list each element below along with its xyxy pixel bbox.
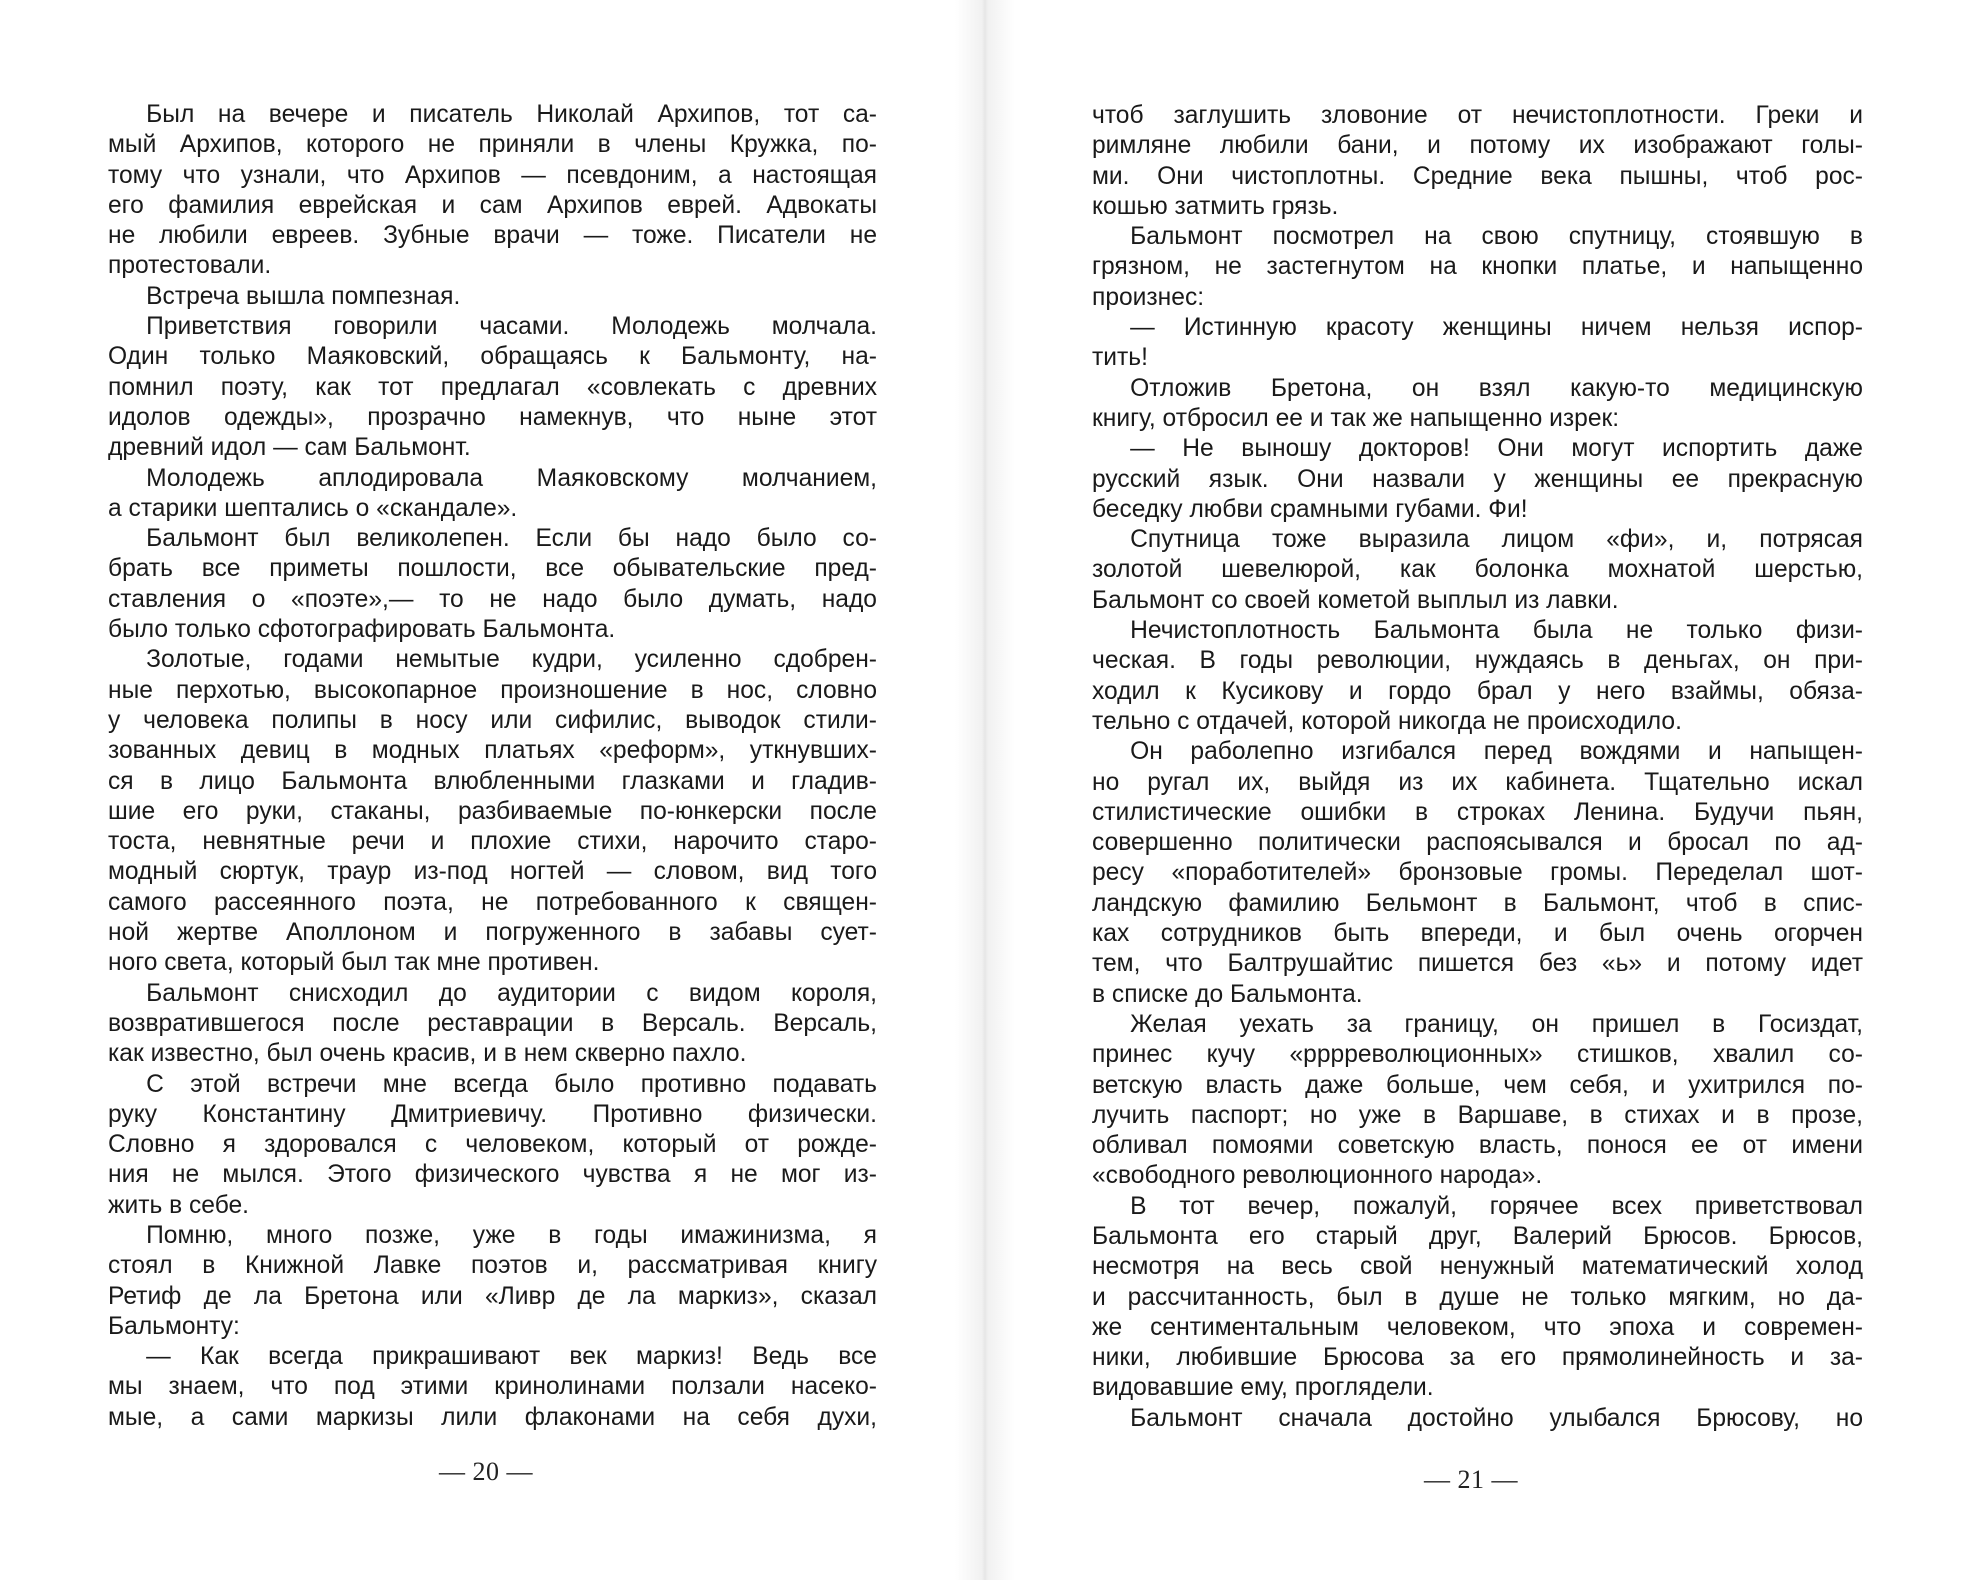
text-line: Один только Маяковский, обращаясь к Бальмонту, на- [108,343,877,371]
right-page-number: — 21 — [1424,1465,1518,1494]
text-line: ках сотрудников быть впереди, и был очень огорчен [1092,920,1863,948]
text-line: Он раболепно изгибался перед вождями и напыщен- [1130,738,1863,766]
text-line: беседку любви срамными губами. Фи! [1092,495,1528,523]
text-line: ставления о «поэте»,— то не надо было думать, надо [108,585,877,613]
text-line: золотой шевелюрой, как болонка мохнатой шерстью, [1092,556,1863,584]
text-line: Желая уехать за границу, он пришел в Госиздат, [1130,1010,1863,1038]
text-line: ходил к Кусикову и гордо брал у него взаймы, обяза- [1092,677,1863,705]
text-line: видовавшие ему, проглядели. [1092,1374,1434,1402]
text-line: как известно, был очень красив, и в нем скверно пахло. [108,1040,747,1068]
text-line: русский язык. Они назвали у женщины ее прекрасную [1092,465,1863,493]
text-line: его фамилия еврейская и сам Архипов еврей. Адвокаты [108,191,877,219]
text-line: Отложив Бретона, он взял какую-то медицинскую [1130,374,1863,402]
text-line: обливал помоями советскую власть, понося ее от имени [1092,1132,1863,1160]
text-line: ландскую фамилию Бельмонт в Бальмонт, чтоб в спис- [1092,889,1863,917]
right-page-text [1092,101,1863,1434]
text-line: С этой встречи мне всегда было противно подавать [146,1070,877,1098]
text-line: кошью затмить грязь. [1092,192,1339,220]
text-line: принес кучу «рррреволюционных» стишков, хвалил со- [1092,1041,1863,1069]
text-line: же сентиментальным человеком, что эпоха и современ- [1092,1313,1863,1341]
text-line: Бальмонт снисходил до аудитории с видом короля, [146,979,877,1007]
text-line: зованных девиц в модных платьях «реформ», уткнувших- [108,737,877,765]
text-line: Словно я здоровался с человеком, который от рожде- [108,1131,877,1159]
text-line: мые, а сами маркизы лили флаконами на себя духи, [108,1403,877,1431]
text-line: Был на вечере и писатель Николай Архипов, тот са- [146,101,877,128]
text-line: Приветствия говорили часами. Молодежь молчала. [146,313,877,341]
text-line: идолов одежды», прозрачно намекнув, что ныне этот [108,403,877,431]
text-line: древний идол — сам Бальмонт. [108,434,471,462]
text-line: стилистические ошибки в строках Ленина. Будучи пьян, [1092,798,1863,826]
text-line: возвратившегося после реставрации в Версаль. Версаль, [108,1009,877,1037]
text-line: Встреча вышла помпезная. [146,282,461,310]
text-line: а старики шептались о «скандале». [108,494,518,522]
text-line: — Не выношу докторов! Они могут испортить даже [1130,435,1863,463]
text-line: брать все приметы пошлости, все обывательские пред- [108,555,877,583]
text-line: Ретиф де ла Бретона или «Ливр де ла маркиз», сказал [108,1282,877,1310]
text-line: Нечистоплотность Бальмонта была не только физи- [1130,617,1863,645]
text-line: и рассчитанность, был в душе не только мягким, но да- [1092,1283,1863,1311]
text-line: ного света, который был так мне противен. [108,949,600,977]
text-line: модный сюртук, траур из-под ногтей — словом, вид того [108,858,877,886]
text-line: ния не мылся. Этого физического чувства я не мог из- [108,1161,877,1189]
text-line: несмотря на весь свой ненужный математический холод [1092,1253,1863,1281]
text-line: тоста, невнятные речи и плохие стихи, нарочито старо- [108,828,877,856]
text-line: мы знаем, что под этими кринолинами ползали насеко- [108,1373,877,1401]
text-line: Бальмонт был великолепен. Если бы надо было со- [146,525,877,553]
text-line: Бальмонт сначала достойно улыбался Брюсову, но [1130,1404,1863,1432]
text-line: ческая. В годы революции, нуждаясь в деньгах, он при- [1092,647,1863,675]
text-line: в списке до Бальмонта. [1092,980,1363,1008]
text-line: — Как всегда прикрашивают век маркиз! Ведь все [146,1343,877,1371]
text-line: было только сфотографировать Бальмонта. [108,616,616,644]
text-line: чтоб заглушить зловоние от нечистоплотности. Греки и [1092,102,1863,129]
text-line: Бальмонт со своей кометой выплыл из лавки. [1092,586,1619,614]
text-line: Бальмонт посмотрел на свою спутницу, стоявшую в [1130,223,1863,251]
text-line: произнес: [1092,283,1205,311]
text-line: — Истинную красоту женщины ничем нельзя испор- [1130,314,1863,342]
text-line: Бальмонта его старый друг, Валерий Брюсов. Брюсов, [1092,1222,1863,1250]
text-line: ся в лицо Бальмонта влюбленными глазками и гладив- [108,767,877,795]
text-line: Молодежь аплодировала Маяковскому молчанием, [146,464,877,492]
text-line: не любили евреев. Зубные врачи — тоже. Писатели не [108,222,877,250]
text-line: у человека полипы в носу или сифилис, выводок стили- [108,706,877,734]
text-line: ной жертве Аполлоном и погруженного в забавы сует- [108,919,877,947]
text-line: шие его руки, стаканы, разбиваемые по-юнкерски после [108,797,877,825]
text-line: тить! [1092,344,1148,372]
text-line: грязном, не застегнутом на кнопки платье, и напыщенно [1092,253,1863,281]
text-line: ветскую власть даже больше, чем себя, и ухитрился по- [1092,1071,1863,1099]
text-line: лучить паспорт; но уже в Варшаве, в стихах и в прозе, [1092,1101,1863,1129]
text-line: стоял в Книжной Лавке поэтов и, рассматривая книгу [108,1252,877,1280]
text-line: руку Константину Дмитриевичу. Противно физически. [108,1100,877,1128]
text-line: Бальмонту: [108,1312,240,1340]
text-line: Помню, много позже, уже в годы имажинизма, я [146,1221,877,1249]
text-line: протестовали. [108,252,272,280]
text-line: ресу «поработителей» бронзовые громы. Переделал шот- [1092,859,1863,887]
text-line: но ругал их, выйдя из их кабинета. Тщательно искал [1092,768,1863,796]
text-line: совершенно политически распоясывался и бросал по ад- [1092,829,1863,857]
text-line: жить в себе. [108,1191,250,1219]
text-line: тому что узнали, что Архипов — псевдоним, а настоящая [108,161,877,189]
text-line: ми. Они чистоплотны. Средние века пышны, чтоб рос- [1092,162,1863,190]
text-line: ные перхотью, высокопарное произношение в нос, словно [108,676,877,704]
text-line: Спутница тоже выразила лицом «фи», и, потрясая [1130,526,1863,554]
left-page-text [108,100,877,1433]
text-line: помнил поэту, как тот предлагал «совлекать с древних [108,373,877,401]
text-line: мый Архипов, которого не приняли в члены Кружка, по- [108,131,877,159]
text-line: В тот вечер, пожалуй, горячее всех приветствовал [1130,1192,1863,1220]
text-line: самого рассеянного поэта, не потребованного к священ- [108,888,877,916]
text-line: «свободного революционного народа». [1092,1162,1543,1190]
text-line: римляне любили бани, и потому их изображают голы- [1092,132,1863,160]
text-line: Золотые, годами немытые кудри, усиленно сдобрен- [146,646,877,674]
right-page [984,0,1964,1580]
text-line: ники, любившие Брюсова за его прямолинейность и за- [1092,1344,1863,1372]
left-page-number: — 20 — [439,1457,533,1486]
text-line: тельно с отдачей, которой никогда не происходило. [1092,707,1682,735]
text-line: книгу, отбросил ее и так же напыщенно изрек: [1092,404,1620,432]
text-line: тем, что Балтрушайтис пишется без «ь» и потому идет [1092,950,1863,978]
left-page [0,0,980,1580]
